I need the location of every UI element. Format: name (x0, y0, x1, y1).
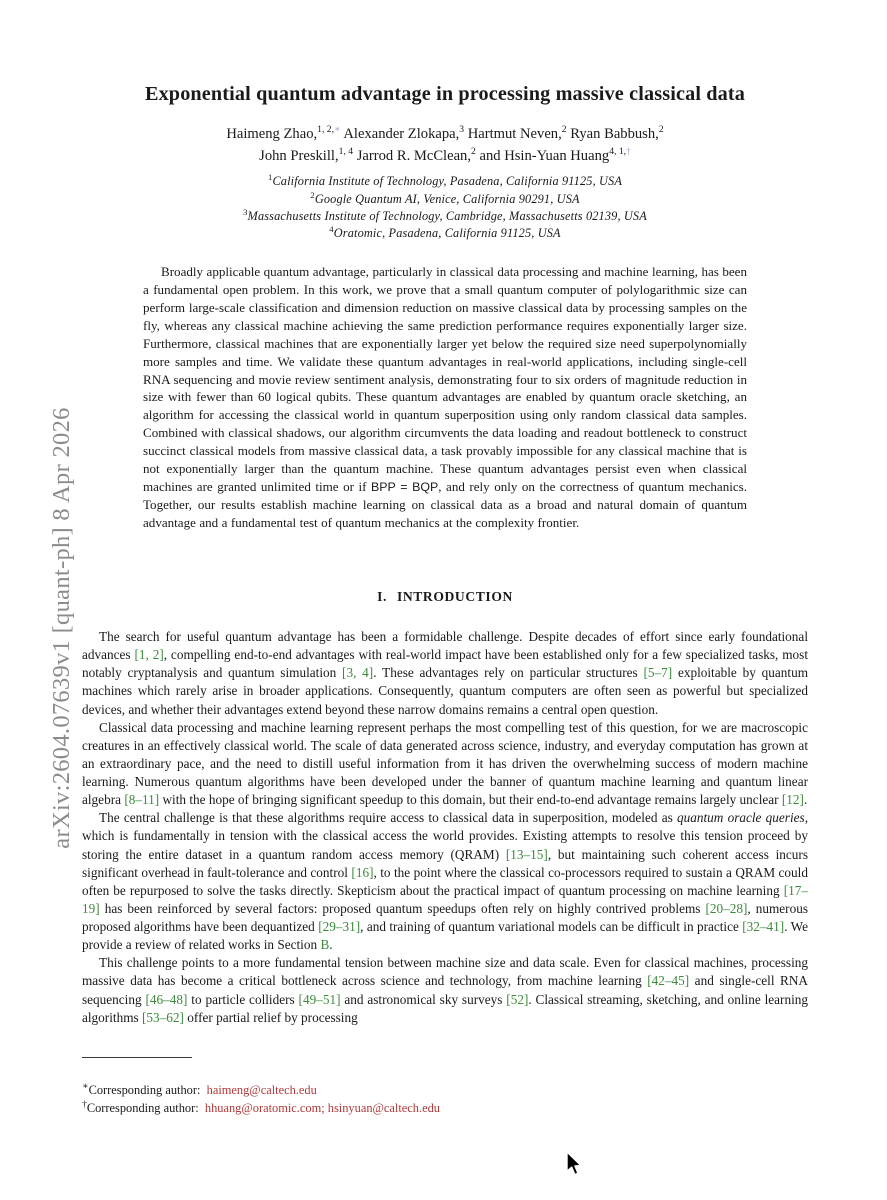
author-name: and Hsin-Yuan Huang (475, 147, 610, 164)
affiliation-marker: 2 (310, 189, 315, 200)
email-link[interactable]: haimeng@caltech.edu (206, 1083, 317, 1097)
body-text-run: Classical data processing and machine learning represent perhaps the most compelling test of this question, for we are macroscopic creatures in an effectively classical world. The scale of data generated across science, industry, and everyday computation has grown at an extraordinary pace, and the need to distill useful information from it has driven the overwhelming success of modern machine learning. Numerous quantum algorithms have been developed under the banner of quantum machine learning and quantum linear algebra (82, 719, 808, 808)
citation-link[interactable]: [32–41] (742, 919, 785, 935)
body-text-run: , which is fundamentally in tension with the classical access the world provides. Existing attempts to resolve this tension proceed by storing the entire dataset in a quantum random access memory (QRAM) (82, 810, 808, 862)
author-affiliation-marker: 3 (459, 124, 465, 136)
author-list (82, 106, 808, 167)
affiliation-item (82, 225, 808, 242)
citation-link[interactable]: [42–45] (647, 973, 690, 989)
author-name: Hartmut Neven, (464, 126, 562, 143)
affiliation-list (82, 167, 808, 243)
abstract-text-part-2: , and rely only on the correctness of quantum mechanics. Together, our results establish machine learning on classical data as a broad and natural domain of quantum advantage and a fundamental test of quantum mechanics at the complexity frontier. (143, 479, 747, 531)
arxiv-identifier-stamp: arXiv:2604.07639v1 [quant-ph] 8 Apr 2026 (48, 407, 75, 849)
author-affiliation-marker: 2 (658, 124, 664, 136)
body-text-run: . These advantages rely on particular structures (373, 665, 644, 681)
footnote-marker-dagger-icon[interactable]: † (626, 145, 631, 157)
author-affiliation-marker: 2 (471, 145, 476, 157)
footnote-item (82, 1082, 808, 1100)
footnote-item (82, 1100, 808, 1118)
emphasized-term: quantum oracle queries (676, 810, 805, 826)
citation-link[interactable]: [49–51] (298, 991, 341, 1007)
citation-link[interactable]: [17–19] (82, 882, 808, 916)
body-text-run: , compelling end-to-end advantages with real-world impact have been established only for a few specialized tasks, most notably cryptanalysis and quantum simulation (82, 647, 808, 681)
author-affiliation-marker: 4, 1, (609, 145, 627, 157)
body-text-run: . We provide a review of related works in Section (82, 919, 808, 953)
body-text-run: . (329, 937, 333, 953)
body-text-run: The search for useful quantum advantage has been a formidable challenge. Despite decades of effort since early foundational advances (82, 629, 808, 663)
citation-link[interactable]: [52] (506, 991, 529, 1007)
body-text-run: to particle colliders (187, 991, 299, 1007)
email-link[interactable]: hhuang@oratomic.com; hsinyuan@caltech.edu (204, 1100, 440, 1115)
affiliation-marker: 1 (267, 172, 273, 183)
abstract-text-part-1: Broadly applicable quantum advantage, particularly in classical data processing and machine learning, has been a fundamental open problem. In this work, we prove that a small quantum computer of polylogarithmic size can perform large-scale classification and dimension reduction on massive classical data by processing samples on the fly, whereas any classical machine achieving the same prediction performance requires exponentially larger size. Furthermore, classical machines that are exponentially larger yet below the required size need superpolynomially more samples and time. We validate these quantum advantages in real-world applications, including single-cell RNA sequencing and movie review sentiment analysis, demonstrating four to six orders of magnitude reduction in size with fewer than 60 logical qubits. These quantum advantages are enabled by quantum oracle sketching, an algorithm for accessing the classical world in quantum superposition using only random classical data samples. Combined with classical shadows, our algorithm circumvents the data loading and readout bottleneck to construct succinct classical models from massive classical data, a task provably impossible for any classical machine that is not exponentially larger than the quantum machine. These quantum advantages persist even when classical machines are granted unlimited time or if (143, 263, 747, 495)
abstract (143, 243, 747, 532)
body-text-run: has been reinforced by several factors: proposed quantum speedups often rely on highly contrived problems (99, 900, 706, 916)
citation-link[interactable]: [46–48] (145, 991, 188, 1007)
body-text-run: , numerous proposed algorithms have been dequantized (82, 900, 808, 935)
citation-link[interactable]: [53–62] (142, 1009, 184, 1025)
citation-link[interactable]: [29–31] (318, 919, 361, 935)
citation-link[interactable]: [8–11] (124, 792, 160, 808)
citation-link[interactable]: [16] (351, 864, 374, 880)
author-affiliation-marker: 1, 2, (317, 124, 334, 136)
footnote-marker: † (82, 1098, 87, 1110)
author-affiliation-marker: 1, 4 (338, 145, 354, 157)
body-paragraph (82, 628, 808, 719)
body-text-run: The central challenge is that these algorithms require access to classical data in superposition, modeled as (99, 810, 677, 826)
body-text-run: and single-cell RNA sequencing (82, 973, 808, 1007)
body-text-run: , but maintaining such coherent access incurs significant overhead in fault-tolerance and control (82, 846, 808, 880)
citation-link[interactable]: [12] (781, 792, 804, 808)
section-heading-introduction (82, 532, 808, 605)
affiliation-text: Google Quantum AI, Venice, California 90291, USA (314, 191, 580, 206)
body-text-run: with the hope of bringing significant speedup to this domain, but their end-to-end advantage remains largely unclear (159, 792, 782, 808)
affiliation-text: California Institute of Technology, Pasadena, California 91125, USA (272, 174, 623, 189)
body-text-run: exploitable by quantum machines which rarely arise in broader applications. Consequently, quantum computers are often seen as powerful but specialized devices, and whether their advantages extend beyond these narrow domains remains a central open question. (82, 665, 809, 717)
affiliation-item (82, 208, 808, 225)
body-text-run: , and training of quantum variational models can be difficult in practice (360, 919, 743, 935)
citation-link[interactable]: [20–28] (705, 900, 748, 916)
footnote-marker-asterisk-icon[interactable]: ∗ (333, 124, 341, 136)
author-name: Jarrod R. McClean, (353, 147, 472, 164)
body-text-run: , to the point where the classical co-processors required to sustain a QRAM could often be repurposed to solve the tasks directly. Skepticism about the practical impact of quantum processing on machine learning (82, 864, 808, 898)
affiliation-item (82, 173, 808, 190)
affiliation-marker: 4 (329, 224, 334, 235)
affiliation-marker: 3 (243, 206, 248, 217)
citation-link[interactable]: [3, 4] (342, 665, 374, 681)
footnote-divider (82, 1057, 192, 1058)
section-title: INTRODUCTION (396, 589, 513, 605)
body-paragraph (82, 719, 808, 810)
paper-content-column (82, 0, 808, 1200)
citation-link[interactable]: [13–15] (505, 846, 548, 862)
citation-link[interactable]: B (320, 937, 330, 953)
footnote-marker: ∗ (82, 1080, 89, 1092)
affiliation-text: Oratomic, Pasadena, California 91125, USA (333, 226, 561, 241)
footnote-label: Corresponding author: (88, 1083, 207, 1097)
author-name: Haimeng Zhao, (226, 126, 318, 143)
body-text (82, 605, 808, 1027)
page-title: Exponential quantum advantage in processing massive classical data (144, 83, 746, 105)
footnote-label: Corresponding author: (86, 1100, 205, 1115)
affiliation-text: Massachusetts Institute of Technology, Cambridge, Massachusetts 02139, USA (247, 209, 647, 224)
body-paragraph (82, 809, 808, 954)
author-name: Alexander Zlokapa, (340, 126, 460, 143)
body-text-run: . Classical streaming, sketching, and online learning algorithms (82, 991, 809, 1025)
body-text-run: offer partial relief by processing (183, 1009, 358, 1025)
author-line-1 (82, 124, 808, 145)
body-text-run: . (803, 792, 808, 808)
section-number: I. (377, 589, 387, 605)
author-line-2 (82, 146, 808, 167)
author-name: Ryan Babbush, (566, 126, 659, 143)
affiliation-item (82, 191, 808, 208)
body-paragraph (82, 954, 808, 1027)
author-affiliation-marker: 2 (561, 124, 567, 136)
citation-link[interactable]: [1, 2] (134, 647, 164, 663)
body-text-run: and astronomical sky surveys (340, 991, 507, 1007)
citation-link[interactable]: [5–7] (643, 665, 673, 681)
footnote-list (82, 1082, 808, 1118)
abstract-complexity-class: BPP = BQP (370, 480, 439, 495)
author-name: John Preskill, (259, 147, 339, 164)
body-text-run: This challenge points to a more fundamental tension between machine size and data scale. Even for classical machines, processing massive data has become a critical bottleneck across science and technology, from machine learning (82, 955, 808, 989)
